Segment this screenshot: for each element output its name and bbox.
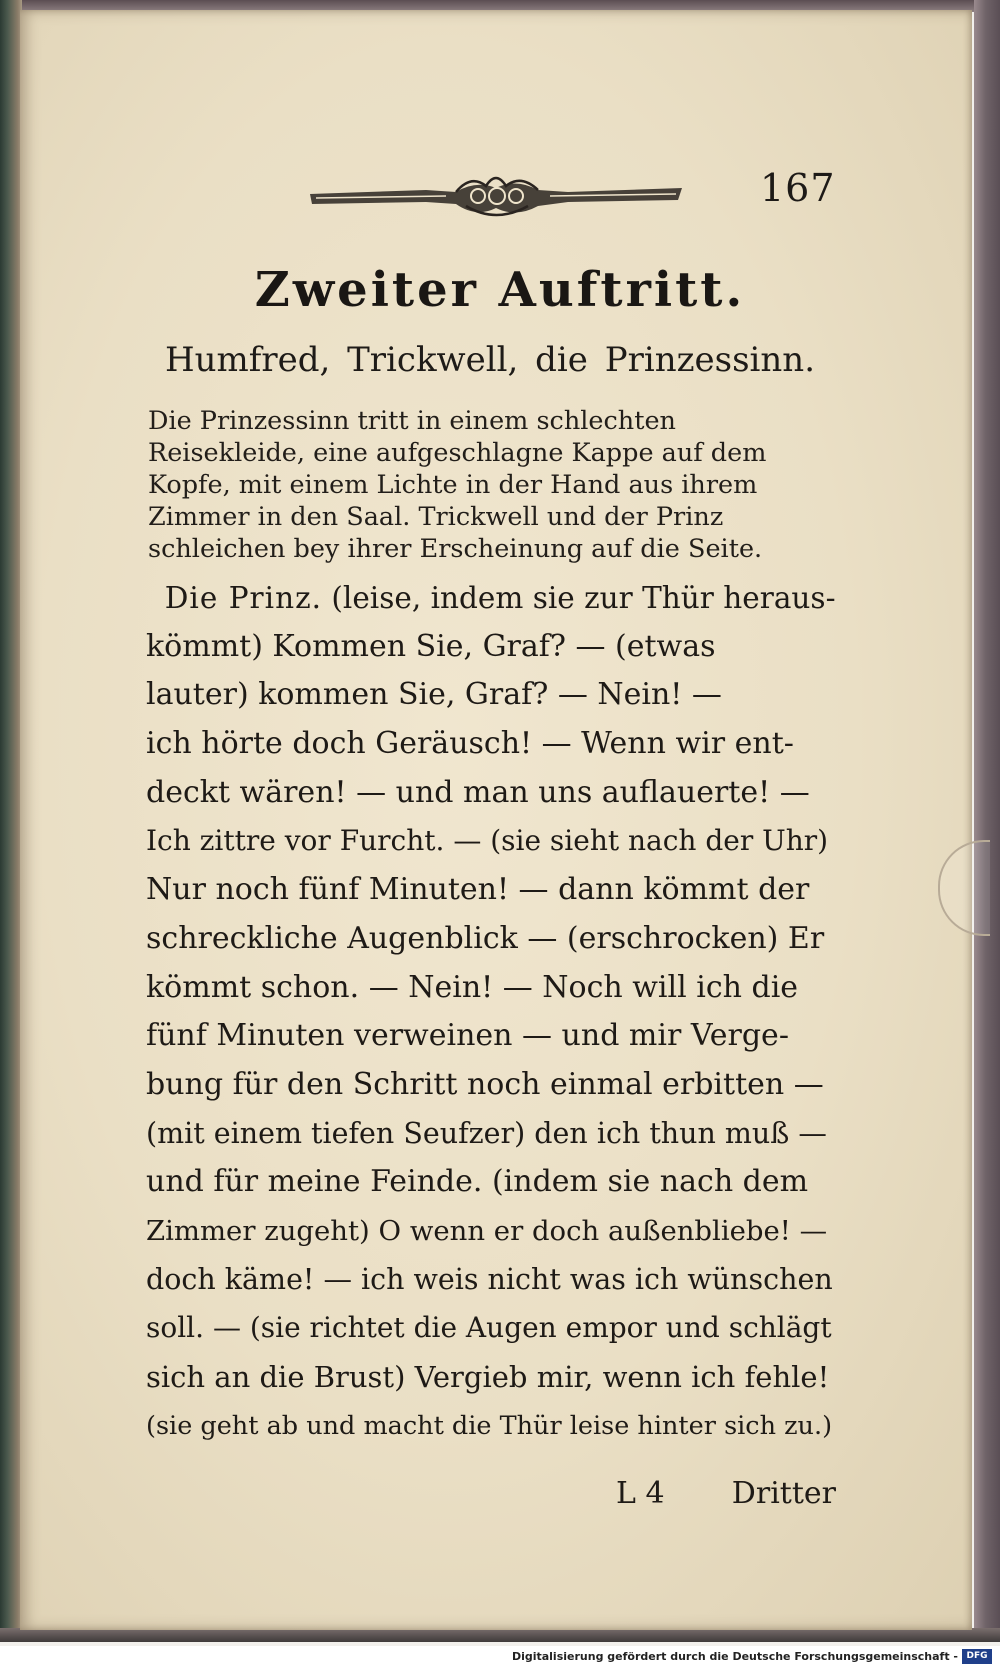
speech-line: fünf Minuten verweinen — und mir Verge- xyxy=(146,1018,789,1054)
catchline xyxy=(146,1476,836,1522)
book-cover-right xyxy=(974,0,1000,1640)
speech-line: (sie geht ab und macht die Thür leise hinter sich zu.) xyxy=(146,1410,833,1441)
speech-line: sich an die Brust) Vergieb mir, wenn ich fehle! xyxy=(146,1360,830,1394)
speech-line: schreckliche Augenblick — (erschrocken) Er xyxy=(146,920,825,956)
speech-line: Nur noch fünf Minuten! — dann kömmt der xyxy=(146,872,810,908)
page-number: 167 xyxy=(760,166,836,210)
speech-line: deckt wären! — und man uns auflauerte! — xyxy=(146,774,810,810)
speech-block xyxy=(146,574,836,1450)
speech-first-line xyxy=(146,574,836,623)
speech-line: Ich zittre vor Furcht. — (sie sieht nach der Uhr) xyxy=(146,824,829,858)
signature-mark: L 4 xyxy=(616,1476,665,1511)
speech-line: bung für den Schritt noch einmal erbitten — xyxy=(146,1066,824,1102)
speaker-name: Die Prinz. xyxy=(164,581,322,615)
stage-direction-line: Zimmer in den Saal. Trickwell und der Prinz xyxy=(148,502,724,532)
stage-direction-line: Die Prinzessinn tritt in einem schlechten xyxy=(148,406,676,436)
speech-line: (mit einem tiefen Seufzer) den ich thun muß — xyxy=(146,1116,827,1150)
book-cover-bottom xyxy=(0,1628,1000,1642)
book-binding xyxy=(0,0,22,1640)
character-list: Humfred, Trickwell, die Prinzessinn. xyxy=(164,340,816,380)
stage-direction-line: Kopfe, mit einem Lichte in der Hand aus ihrem xyxy=(148,470,758,500)
catchword: Dritter xyxy=(731,1476,836,1511)
stage-direction-line: schleichen bey ihrer Erscheinung auf die Seite. xyxy=(148,534,763,564)
speech-line: ich hörte doch Geräusch! — Wenn wir ent- xyxy=(146,726,794,762)
speech-line: Zimmer zugeht) O wenn er doch außenbliebe! — xyxy=(146,1214,828,1247)
footer-credit: Digitalisierung gefördert durch die Deutsche Forschungsgemeinschaft - xyxy=(511,1650,958,1663)
speech-line: kömmt) Kommen Sie, Graf? — (etwas xyxy=(146,628,716,664)
speech-line: doch käme! — ich weis nicht was ich wünschen xyxy=(146,1262,833,1296)
speech-line: und für meine Feinde. (indem sie nach dem xyxy=(146,1164,809,1200)
speech-text: (leise, indem sie zur Thür heraus- xyxy=(331,581,836,615)
speech-line: kömmt schon. — Nein! — Noch will ich die xyxy=(146,969,799,1005)
ornament-vignette xyxy=(306,172,686,224)
stage-direction xyxy=(148,405,836,565)
speech-line: lauter) kommen Sie, Graf? — Nein! — xyxy=(146,677,722,713)
speech-line: soll. — (sie richtet die Augen empor und schlägt xyxy=(146,1311,832,1345)
footer-bar xyxy=(0,1646,1000,1671)
stage-direction-line: Reisekleide, eine aufgeschlagne Kappe auf dem xyxy=(148,438,767,468)
scene-title: Zweiter Auftritt. xyxy=(254,262,746,318)
dfg-logo: DFG xyxy=(962,1649,992,1664)
